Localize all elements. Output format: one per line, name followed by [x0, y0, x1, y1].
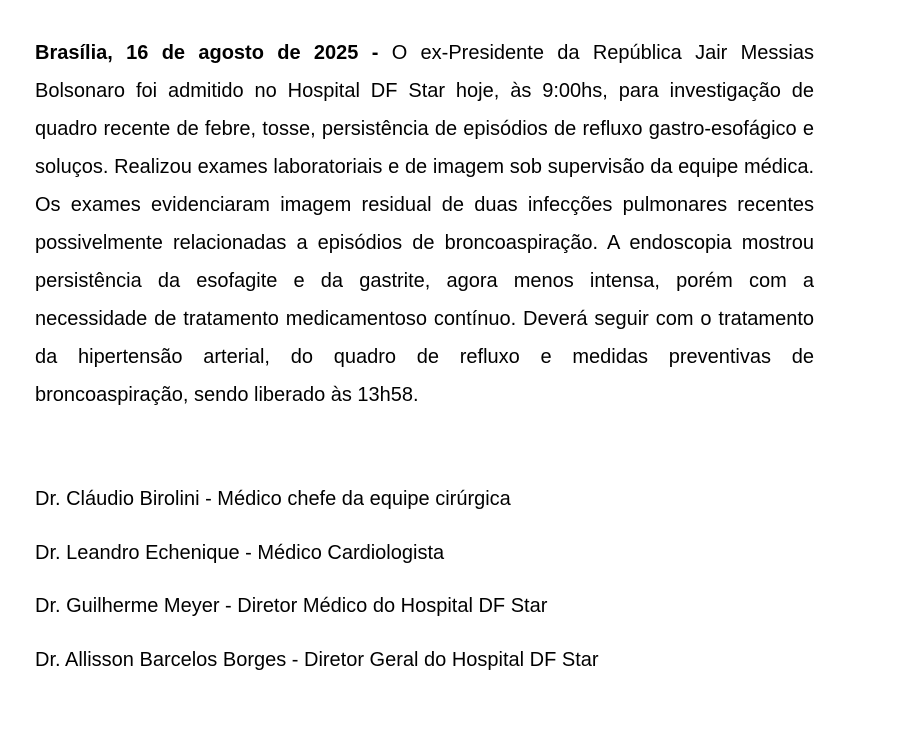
- signatory-borges: Dr. Allisson Barcelos Borges - Diretor Geral do Hospital DF Star: [35, 648, 599, 671]
- bulletin-body: O ex-Presidente da República Jair Messias Bolsonaro foi admitido no Hospital DF Star hoje, às 9:00hs, para investigação de quadro recente de febre, tosse, persistência de episódios de refluxo gastro-esofágico e soluços. Realizou exames laboratoriais e de imagem sob supervisão da equipe médica. Os exames evidenciaram imagem residual de duas infecções pulmonares recentes possivelmente relacionadas a episódios de broncoaspiração. A endoscopia mostrou persistência da esofagite e da gastrite, agora menos intensa, porém com a necessidade de tratamento medicamentoso contínuo. Deverá seguir com o tratamento da hipertensão arterial, do quadro de refluxo e medidas preventivas de broncoaspiração, sendo liberado às 13h58.: [35, 42, 814, 406]
- dateline: Brasília, 16 de agosto de 2025 -: [35, 42, 379, 64]
- medical-bulletin-paragraph: [35, 34, 814, 414]
- signatory-meyer: Dr. Guilherme Meyer - Diretor Médico do Hospital DF Star: [35, 595, 548, 617]
- signatory-birolini: Dr. Cláudio Birolini - Médico chefe da equipe cirúrgica: [35, 488, 511, 510]
- signatories-list: [35, 479, 835, 693]
- signatory-echenique: Dr. Leandro Echenique - Médico Cardiologista: [35, 541, 445, 564]
